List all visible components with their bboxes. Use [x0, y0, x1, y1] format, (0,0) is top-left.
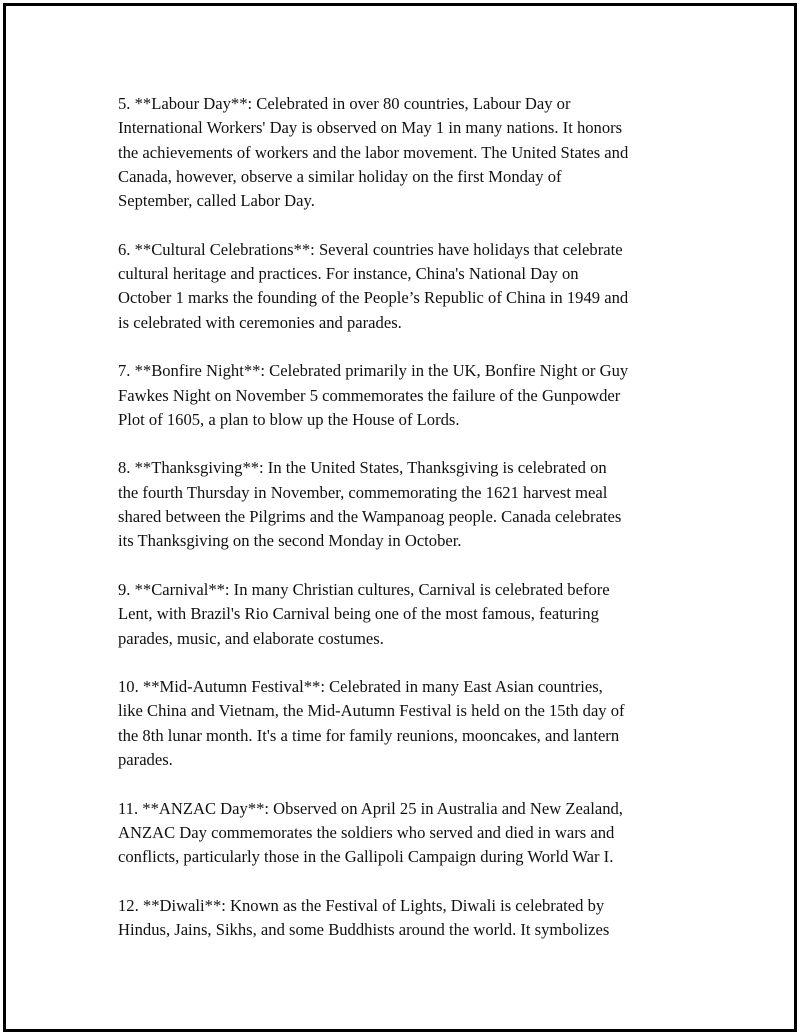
paragraph-diwali: 12. **Diwali**: Known as the Festival of Lights, Diwali is celebrated by Hindus, Jains, Sikhs, and some Buddhists around the world. It symbolizes — [118, 895, 610, 940]
paragraph-anzac-day: 11. **ANZAC Day**: Observed on April 25 in Australia and New Zealand, ANZAC Day commemorates the soldiers who served and died in wars and conflicts, particularly those in the Gallipoli Campaign during World War I. — [118, 798, 623, 867]
paragraph-mid-autumn-festival: 10. **Mid-Autumn Festival**: Celebrated in many East Asian countries, like China and Vietnam, the Mid-Autumn Festival is held on the 15th day of the 8th lunar month. It's a time for family reunions, mooncakes, and lantern parades. — [118, 677, 625, 770]
paragraph-cultural-celebrations: 6. **Cultural Celebrations**: Several countries have holidays that celebrate cultural heritage and practices. For instance, China's National Day on October 1 marks the founding of the People’s Republic of China in 1949 and is celebrated with ceremonies and parades. — [118, 239, 629, 332]
document-body — [118, 92, 698, 967]
paragraph-thanksgiving: 8. **Thanksgiving**: In the United States, Thanksgiving is celebrated on the fourth Thursday in November, commemorating the 1621 harvest meal shared between the Pilgrims and the Wampanoag people. Canada celebrates its Thanksgiving on the second Monday in October. — [118, 458, 622, 551]
paragraph-carnival: 9. **Carnival**: In many Christian cultures, Carnival is celebrated before Lent, with Brazil's Rio Carnival being one of the most famous, featuring parades, music, and elaborate costumes. — [118, 579, 610, 648]
paragraph-bonfire-night: 7. **Bonfire Night**: Celebrated primarily in the UK, Bonfire Night or Guy Fawkes Night on November 5 commemorates the failure of the Gunpowder Plot of 1605, a plan to blow up the House of Lords. — [118, 361, 629, 429]
paragraph-labour-day: 5. **Labour Day**: Celebrated in over 80 countries, Labour Day or International Workers' Day is observed on May 1 in many nations. It honors the achievements of workers and the labor movement. The United States and Canada, however, observe a similar holiday on the first Monday of September, called Labor Day. — [118, 94, 629, 211]
